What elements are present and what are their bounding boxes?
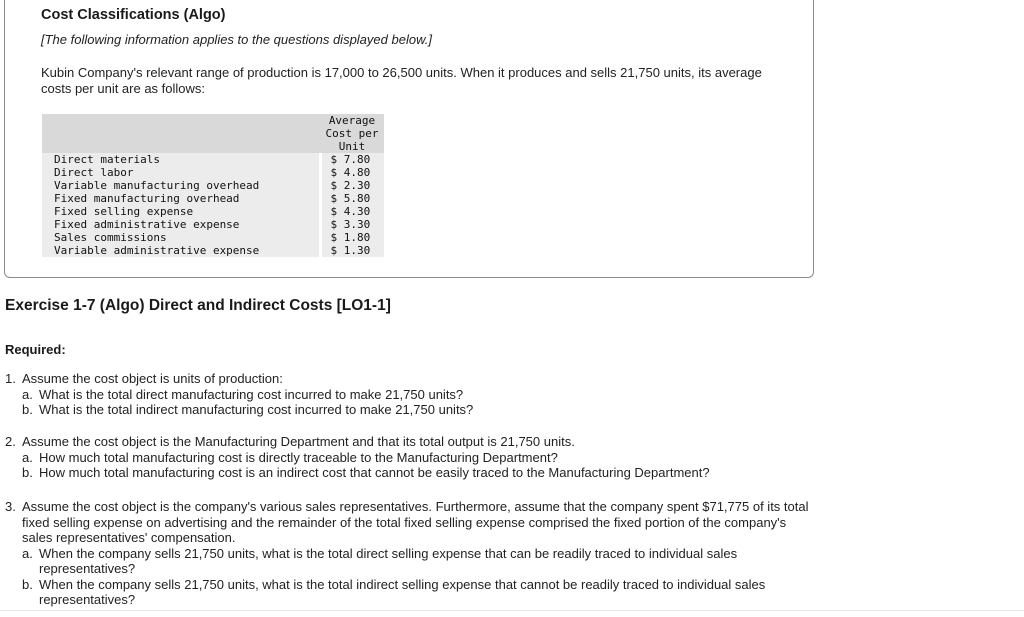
sub-letter: b. bbox=[22, 465, 33, 480]
row-label: Fixed selling expense bbox=[42, 205, 320, 218]
row-label: Sales commissions bbox=[42, 231, 320, 244]
row-label: Variable administrative expense bbox=[42, 244, 320, 257]
question-number: 3. bbox=[5, 499, 16, 514]
sub-question bbox=[22, 402, 815, 418]
sub-letter: b. bbox=[22, 576, 33, 592]
row-value: $ 1.30 bbox=[320, 244, 384, 257]
table-row bbox=[42, 244, 384, 257]
table-row bbox=[42, 166, 384, 179]
row-value: $ 4.30 bbox=[320, 205, 384, 218]
row-label: Fixed manufacturing overhead bbox=[42, 192, 320, 205]
row-label: Direct materials bbox=[42, 153, 320, 166]
row-value: $ 3.30 bbox=[320, 218, 384, 231]
row-value: $ 1.80 bbox=[320, 231, 384, 244]
sub-text: How much total manufacturing cost is directly traceable to the Manufacturing Department? bbox=[39, 449, 558, 465]
question-number: 1. bbox=[5, 371, 16, 386]
table-row bbox=[42, 205, 384, 218]
question-text: Assume the cost object is the company's various sales representatives. Furthermore, assume that the company spent $71,775 of its total fixed selling expense on advertising and the remainder of the total fixed selling expense comprised the fixed portion of the company's sales representatives' compensation. bbox=[22, 499, 809, 545]
question-1 bbox=[5, 371, 815, 418]
table-row bbox=[42, 179, 384, 192]
header-line-1: Average bbox=[328, 114, 376, 127]
sub-text: When the company sells 21,750 units, what is the total indirect selling expense that cannot be readily traced to individual sales representatives? bbox=[39, 576, 766, 607]
table-header-blank bbox=[42, 114, 320, 153]
sub-letter: a. bbox=[22, 545, 33, 561]
sub-letter: b. bbox=[22, 402, 33, 417]
sub-letter: a. bbox=[22, 449, 33, 465]
row-value: $ 2.30 bbox=[320, 179, 384, 192]
row-value: $ 7.80 bbox=[320, 153, 384, 166]
row-label: Variable manufacturing overhead bbox=[42, 179, 320, 192]
table-header-average-cost bbox=[320, 114, 384, 153]
question-text: Assume the cost object is units of production: bbox=[22, 371, 283, 386]
row-label: Direct labor bbox=[42, 166, 320, 179]
sub-text: What is the total direct manufacturing cost incurred to make 21,750 units? bbox=[39, 386, 464, 402]
row-value: $ 4.80 bbox=[320, 166, 384, 179]
sub-question bbox=[22, 577, 814, 608]
sub-question bbox=[22, 450, 815, 466]
table-row bbox=[42, 192, 384, 205]
sub-text: What is the total indirect manufacturing cost incurred to make 21,750 units? bbox=[39, 402, 474, 417]
table-row bbox=[42, 153, 384, 166]
exercise-title: Exercise 1-7 (Algo) Direct and Indirect Costs [LO1-1] bbox=[5, 297, 391, 314]
cost-table bbox=[42, 114, 384, 257]
sub-question bbox=[22, 465, 815, 481]
row-value: $ 5.80 bbox=[320, 192, 384, 205]
sub-text: When the company sells 21,750 units, what is the total direct selling expense that can be readily traced to individual sales representatives? bbox=[39, 545, 738, 576]
sub-question bbox=[22, 546, 799, 577]
header-line-2: Cost per bbox=[325, 127, 379, 140]
table-row bbox=[42, 231, 384, 244]
sub-question bbox=[22, 387, 815, 403]
question-text: Assume the cost object is the Manufacturing Department and that its total output is 21,750 units. bbox=[22, 434, 575, 449]
header-line-3: Unit bbox=[338, 140, 366, 153]
question-2 bbox=[5, 434, 815, 481]
question-number: 2. bbox=[5, 434, 16, 449]
table-row bbox=[42, 218, 384, 231]
intro-paragraph: Kubin Company's relevant range of production is 17,000 to 26,500 units. When it produces and sells 21,750 units, its average costs per unit are as follows: bbox=[41, 65, 762, 96]
row-label: Fixed administrative expense bbox=[42, 218, 320, 231]
intro-note: [The following information applies to the questions displayed below.] bbox=[41, 32, 432, 47]
sub-text: How much total manufacturing cost is an indirect cost that cannot be easily traced to the Manufacturing Department? bbox=[39, 465, 710, 480]
question-3 bbox=[5, 499, 813, 608]
sub-letter: a. bbox=[22, 386, 33, 402]
bottom-divider bbox=[0, 610, 1024, 611]
required-label: Required: bbox=[5, 342, 66, 357]
card-title: Cost Classifications (Algo) bbox=[41, 7, 226, 23]
